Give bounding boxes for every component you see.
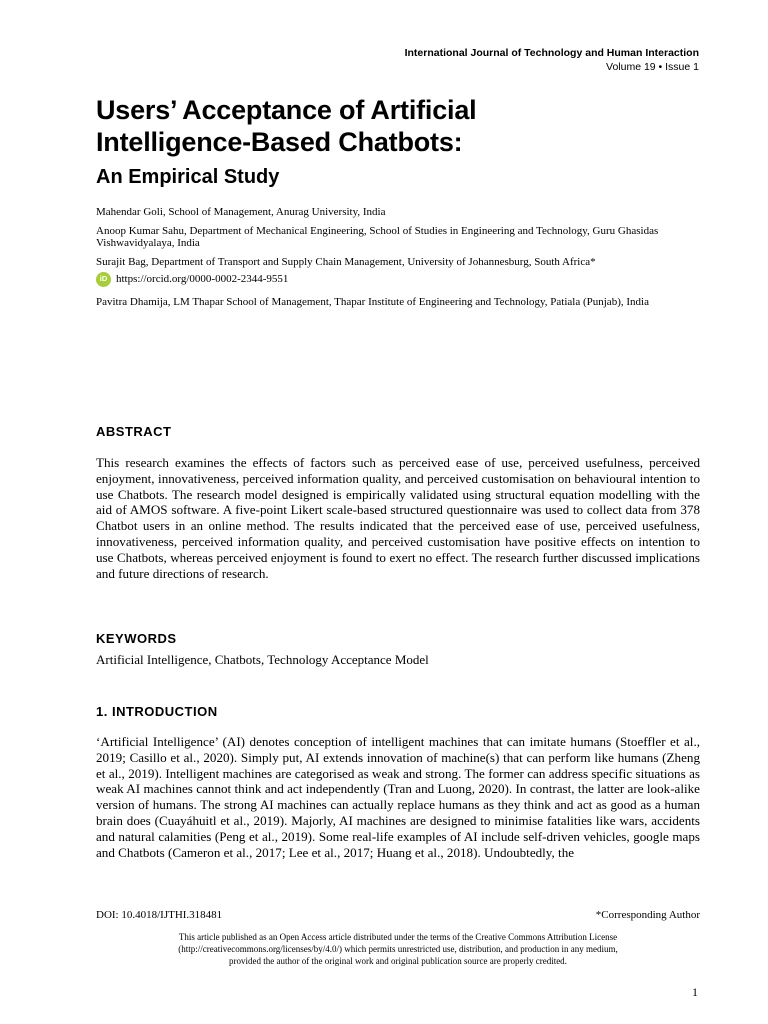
article-title-line2: Intelligence-Based Chatbots:: [96, 127, 463, 157]
introduction-text: ‘Artificial Intelligence’ (AI) denotes conception of intelligent machines that can imitate humans (Stoeffler et al., 2019; Casillo et al., 2020). Simply put, AI extends innovation of machine(s) that can perform like humans (Zheng et al., 2019). Intelligent machines are categorised as weak and strong. The former can address specific situations as weak AI machines cannot think and act independently (Tran and Luong, 2020). In contrast, the latter are look-alike version of humans. The strong AI machines can actually replace humans as they think and act as good as a human brain does (Cuayáhuitl et al., 2019). Majorly, AI machines are designed to minimise fatalities like wars, accidents and natural calamities (Peng et al., 2019). Some real-life examples of AI include self-driven vehicles, google maps and Chatbots (Cameron et al., 2017; Lee et al., 2017; Huang et al., 2018). Undoubtedly, the: [96, 734, 700, 860]
abstract-text: This research examines the effects of factors such as perceived ease of use, perceived usefulness, perceived enjoyment, innovativeness, perceived information quality, and perceived customisation on behavioural intention to use Chatbots. The research model designed is empirically validated using structural equation modelling with the aid of AMOS software. A five-point Likert scale-based structured questionnaire was used to collect data from 378 Chatbot users in an online method. The results indicated that the perceived ease of use, perceived usefulness, innovativeness, perceived information quality, and perceived customisation have positive effects on intention to use Chatbots, whereas perceived enjoyment is found to exert no effect. The research further discussed implications and future directions of research.: [96, 455, 700, 581]
article-title-line1: Users’ Acceptance of Artificial: [96, 95, 477, 125]
author-affiliation: Surajit Bag, Department of Transport and Supply Chain Management, University of Johannesburg, South Africa*: [96, 255, 596, 268]
doi: DOI: 10.4018/IJTHI.318481: [96, 909, 223, 921]
keywords-heading: KEYWORDS: [96, 631, 177, 646]
journal-name: International Journal of Technology and Human Interaction: [404, 47, 699, 59]
license-line: (http://creativecommons.org/licenses/by/4.0/) which permits unrestricted use, distribution, and production in any medium,: [178, 944, 618, 954]
journal-header: [405, 46, 699, 74]
page-number: 1: [692, 985, 698, 999]
journal-issue: Volume 19 • Issue 1: [606, 61, 699, 73]
orcid-line: [96, 272, 702, 287]
author-list: [96, 206, 702, 315]
orcid-icon: iD: [96, 272, 111, 287]
title-block: [96, 94, 716, 190]
orcid-link[interactable]: https://orcid.org/0000-0002-2344-9551: [116, 273, 289, 286]
license-line: provided the author of the original work and original publication source are properly credited.: [229, 956, 567, 966]
corresponding-author-note: *Corresponding Author: [595, 909, 700, 921]
license-line: This article published as an Open Access article distributed under the terms of the Creative Commons Attribution License: [178, 932, 618, 942]
author-affiliation: Anoop Kumar Sahu, Department of Mechanical Engineering, School of Studies in Engineering and Technology, Guru Ghasidas Vishwavidyalaya, India: [96, 224, 659, 249]
article-subtitle: An Empirical Study: [96, 166, 280, 188]
introduction-heading: 1. INTRODUCTION: [96, 704, 218, 719]
keywords-text: Artificial Intelligence, Chatbots, Technology Acceptance Model: [96, 652, 429, 667]
license-notice: [110, 931, 686, 967]
article-title: [96, 94, 716, 158]
abstract-heading: ABSTRACT: [96, 424, 172, 439]
author-affiliation: Mahendar Goli, School of Management, Anurag University, India: [96, 206, 386, 218]
author-affiliation: Pavitra Dhamija, LM Thapar School of Management, Thapar Institute of Engineering and Technology, Patiala (Punjab), India: [96, 296, 649, 308]
